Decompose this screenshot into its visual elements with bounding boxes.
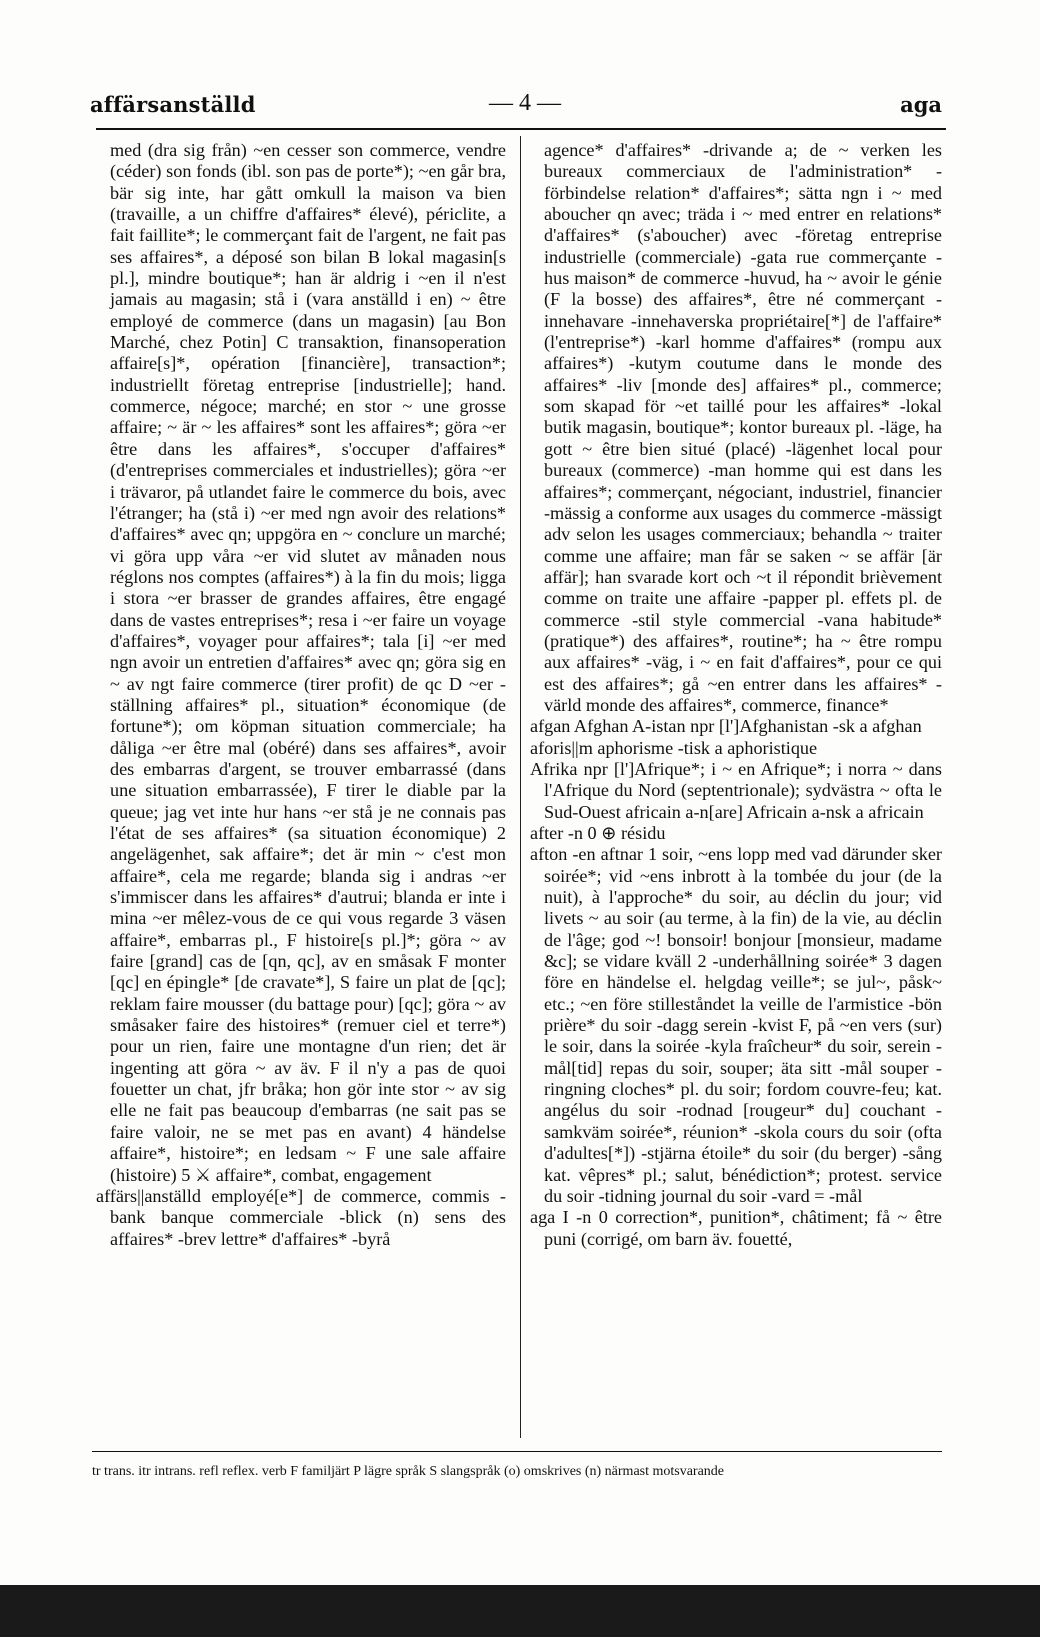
- footer-rule: [92, 1451, 942, 1452]
- entry-afrika: Afrika npr [l']Afrique*; i ~ en Afrique*; i norra ~ dans l'Afrique du Nord (septentrionale); sydvästra ~ ofta le Sud-Ouest africain a-n[are] Africain a-nsk a africain: [530, 758, 942, 822]
- left-running-headword: affärsanställd: [90, 92, 256, 117]
- entry-continuation-affars: agence* d'affaires* -drivande a; de ~ verken les bureaux commerciaux de l'administration* -förbindelse relation* d'affaires*; sätta ngn i ~ med aboucher qn avec; träda i ~ med entrer en relations* d'affaires* (s'aboucher) avec -företag entreprise industrielle (commerciale) -gata rue commerçante -hus maison* de commerce -huvud, ha ~ avoir le génie (F la bosse) des affaires*, être né commerçant -innehavare -innehaverska propriétaire[*] de l'affaire* (l'entreprise*) -karl homme d'affaires* (rompu aux affaires*) -kutym coutume dans le monde des affaires* -liv [monde des] affaires* pl., commerce; som skapad för ~et taillé pour les affaires* -lokal butik magasin, boutique*; kontor bureaux pl. -läge, ha gott ~ être bien situé (placé) -lägenhet local pour bureaux (commerce) -man homme qui est dans les affaires*; commerçant, négociant, industriel, financier -mässig a conforme aux usages du commerce -mässigt adv selon les usages commerciaux; behandla ~ traiter comme une affaire; man får se saken ~ se affär [är affär]; han svarade kort och ~t il répondit brièvement comme on traite une affaire -papper pl. effets pl. de commerce -stil style commercial -vana habitude* (pratique*) des affaires*, routine*; ha ~ être rompu aux affaires* -väg, i ~ en fait d'affaires*, pour ce qui est des affaires*; gå ~en entrer dans les affaires* -värld monde des affaires*, commerce, finance*: [544, 140, 942, 715]
- entry-afgan: afgan Afghan A-istan npr [l']Afghanistan -sk a afghan: [530, 716, 922, 737]
- entry-after: after -n 0 ⊕ résidu: [530, 823, 666, 843]
- column-divider: [520, 136, 521, 1438]
- entry-aforism: aforis||m aphorisme -tisk a aphoristique: [530, 737, 818, 758]
- right-column: [530, 140, 942, 1440]
- header-rule: [96, 128, 946, 130]
- entry-continuation-affar: med (dra sig från) ~en cesser son commerce, vendre (céder) son fonds (ibl. son pas de porte*); ~en går bra, bär sig inte, har gått omkull la maison va bien (travaille, a un chiffre d'affaires* élevé), périclite, a fait faillite*; le commerçant fait de l'argent, ne fait pas ses affaires*, a déposé son bilan B lokal magasin[s pl.], mindre boutique*; han är aldrig i ~en il n'est jamais au magasin; stå i (vara anställd i en) ~ être employé de commerce (dans un magasin) [au Bon Marché, chez Potin] C transaktion, finansoperation affaire[s]*, opération [financière], transaction*; industriellt företag entreprise [industrielle]; hand. commerce, négoce; marché; en stor ~ une grosse affaire; ~ är ~ les affaires* sont les affaires*; göra ~er être dans les affaires*, s'occuper d'affaires* (d'entreprises commerciales et industrielles); göra ~er i trävaror, på utlandet faire le commerce du bois, avec l'étranger; ha (stå i) ~er med ngn avoir des relations* d'affaires* avec qn; uppgöra en ~ conclure un marché; vi göra upp våra ~er vid slutet av månaden nous réglons nos comptes (affaires*) à la fin du mois; ligga i stora ~er brasser de grandes affaires, être engagé dans de vastes entreprises*; resa i ~er faire un voyage d'affaires*, voyager pour affaires*; tala [i] ~er med ngn avoir un entretien d'affaires* avec qn; göra sig en ~ av ngt faire commerce (tirer profit) de qc D ~er -ställning affaires* pl., situation* économique (de fortune*); om köpman situation commerciale; ha dåliga ~er être mal (obéré) dans ses affaires*, avoir des embarras d'argent, se trouver embarrassé (dans une situation embarrassée), F tirer le diable par la queue; jag vet inte hur hans ~er stå je ne connais pas l'état de ses affaires* (sa situation économique) 2 angelägenhet, sak affaire*; det är min ~ c'est mon affaire*, cela me regarde; blanda sig i andras ~er s'immiscer dans les affaires* d'autrui; blanda er inte i mina ~er mêlez-vous de ce qui vous regarde 3 väsen affaire*, embarras pl., F histoire[s pl.]*; göra ~ av faire [grand] cas de [qn, qc], av en småsak F monter [qc] en épingle* [de cravate*], S faire un plat de [qc]; reklam faire mousser (du battage pour) [qc]; göra ~ av småsaker faire des histoires* (remuer ciel et terre*) pour un rien, faire une montagne d'un rien; det är ingenting att göra ~ av äv. F il n'y a pas de quoi fouetter un chat, jfr bråka; hon gör inte stor ~ av sig elle ne fait pas beaucoup d'embarras (ne sait pas se faire valoir, ne se met pas en avant) 4 händelse affaire*, histoire*; en ledsam ~ F une sale affaire (histoire) 5 ⚔ affaire*, combat, engagement: [110, 140, 506, 1185]
- entry-afton: afton -en aftnar 1 soir, ~ens lopp med vad därunder sker soirée*; vid ~ens inbrott à la tombée du jour (de la nuit), à l'approche* du soir, au déclin du jour; vid livets ~ au soir (au terme, à la fin) de la vie, au déclin de l'âge; god ~! bonsoir! bonjour [monsieur, madame &c]; se vidare kväll 2 -underhållning soirée* 3 dagen före en händelse el. helgdag veille*; se jul~, påsk~ etc.; ~en före stilleståndet la veille de l'armistice -bön prière* du soir -dagg serein -kvist F, på ~en vers (sur) le soir, dans la soirée -kyla fraîcheur* du soir, serein -mål[tid] repas du soir, souper; äta sitt -mål souper -ringning cloches* pl. du soir; fordom couvre-feu; kat. angélus du soir -rodnad [rougeur* du] couchant -samkväm soirée*, réunion* -skola cours du soir (ofta d'adultes[*]) -stjärna étoile* du soir (du berger) -sång kat. vêpres* pl.; salut, bénédiction*; protest. service du soir -tidning journal du soir -vard = -mål: [530, 844, 942, 1206]
- right-running-headword: aga: [900, 92, 942, 117]
- scan-bottom-border: [0, 1585, 1040, 1637]
- entry-affarsanstalld: affärs||anställd employé[e*] de commerce, commis -bank banque commerciale -blick (n) sens des affaires* -brev lettre* d'affaires* -byrå: [96, 1185, 506, 1249]
- entry-aga: aga I -n 0 correction*, punition*, châtiment; få ~ être puni (corrigé, om barn äv. fouetté,: [530, 1207, 942, 1249]
- page-number: — 4 —: [489, 90, 561, 116]
- abbreviation-legend: tr trans. itr intrans. refl reflex. verb F familjärt P lägre språk S slangspråk (o) omskrives (n) närmast motsvarande: [92, 1464, 725, 1479]
- left-column: [96, 140, 506, 1440]
